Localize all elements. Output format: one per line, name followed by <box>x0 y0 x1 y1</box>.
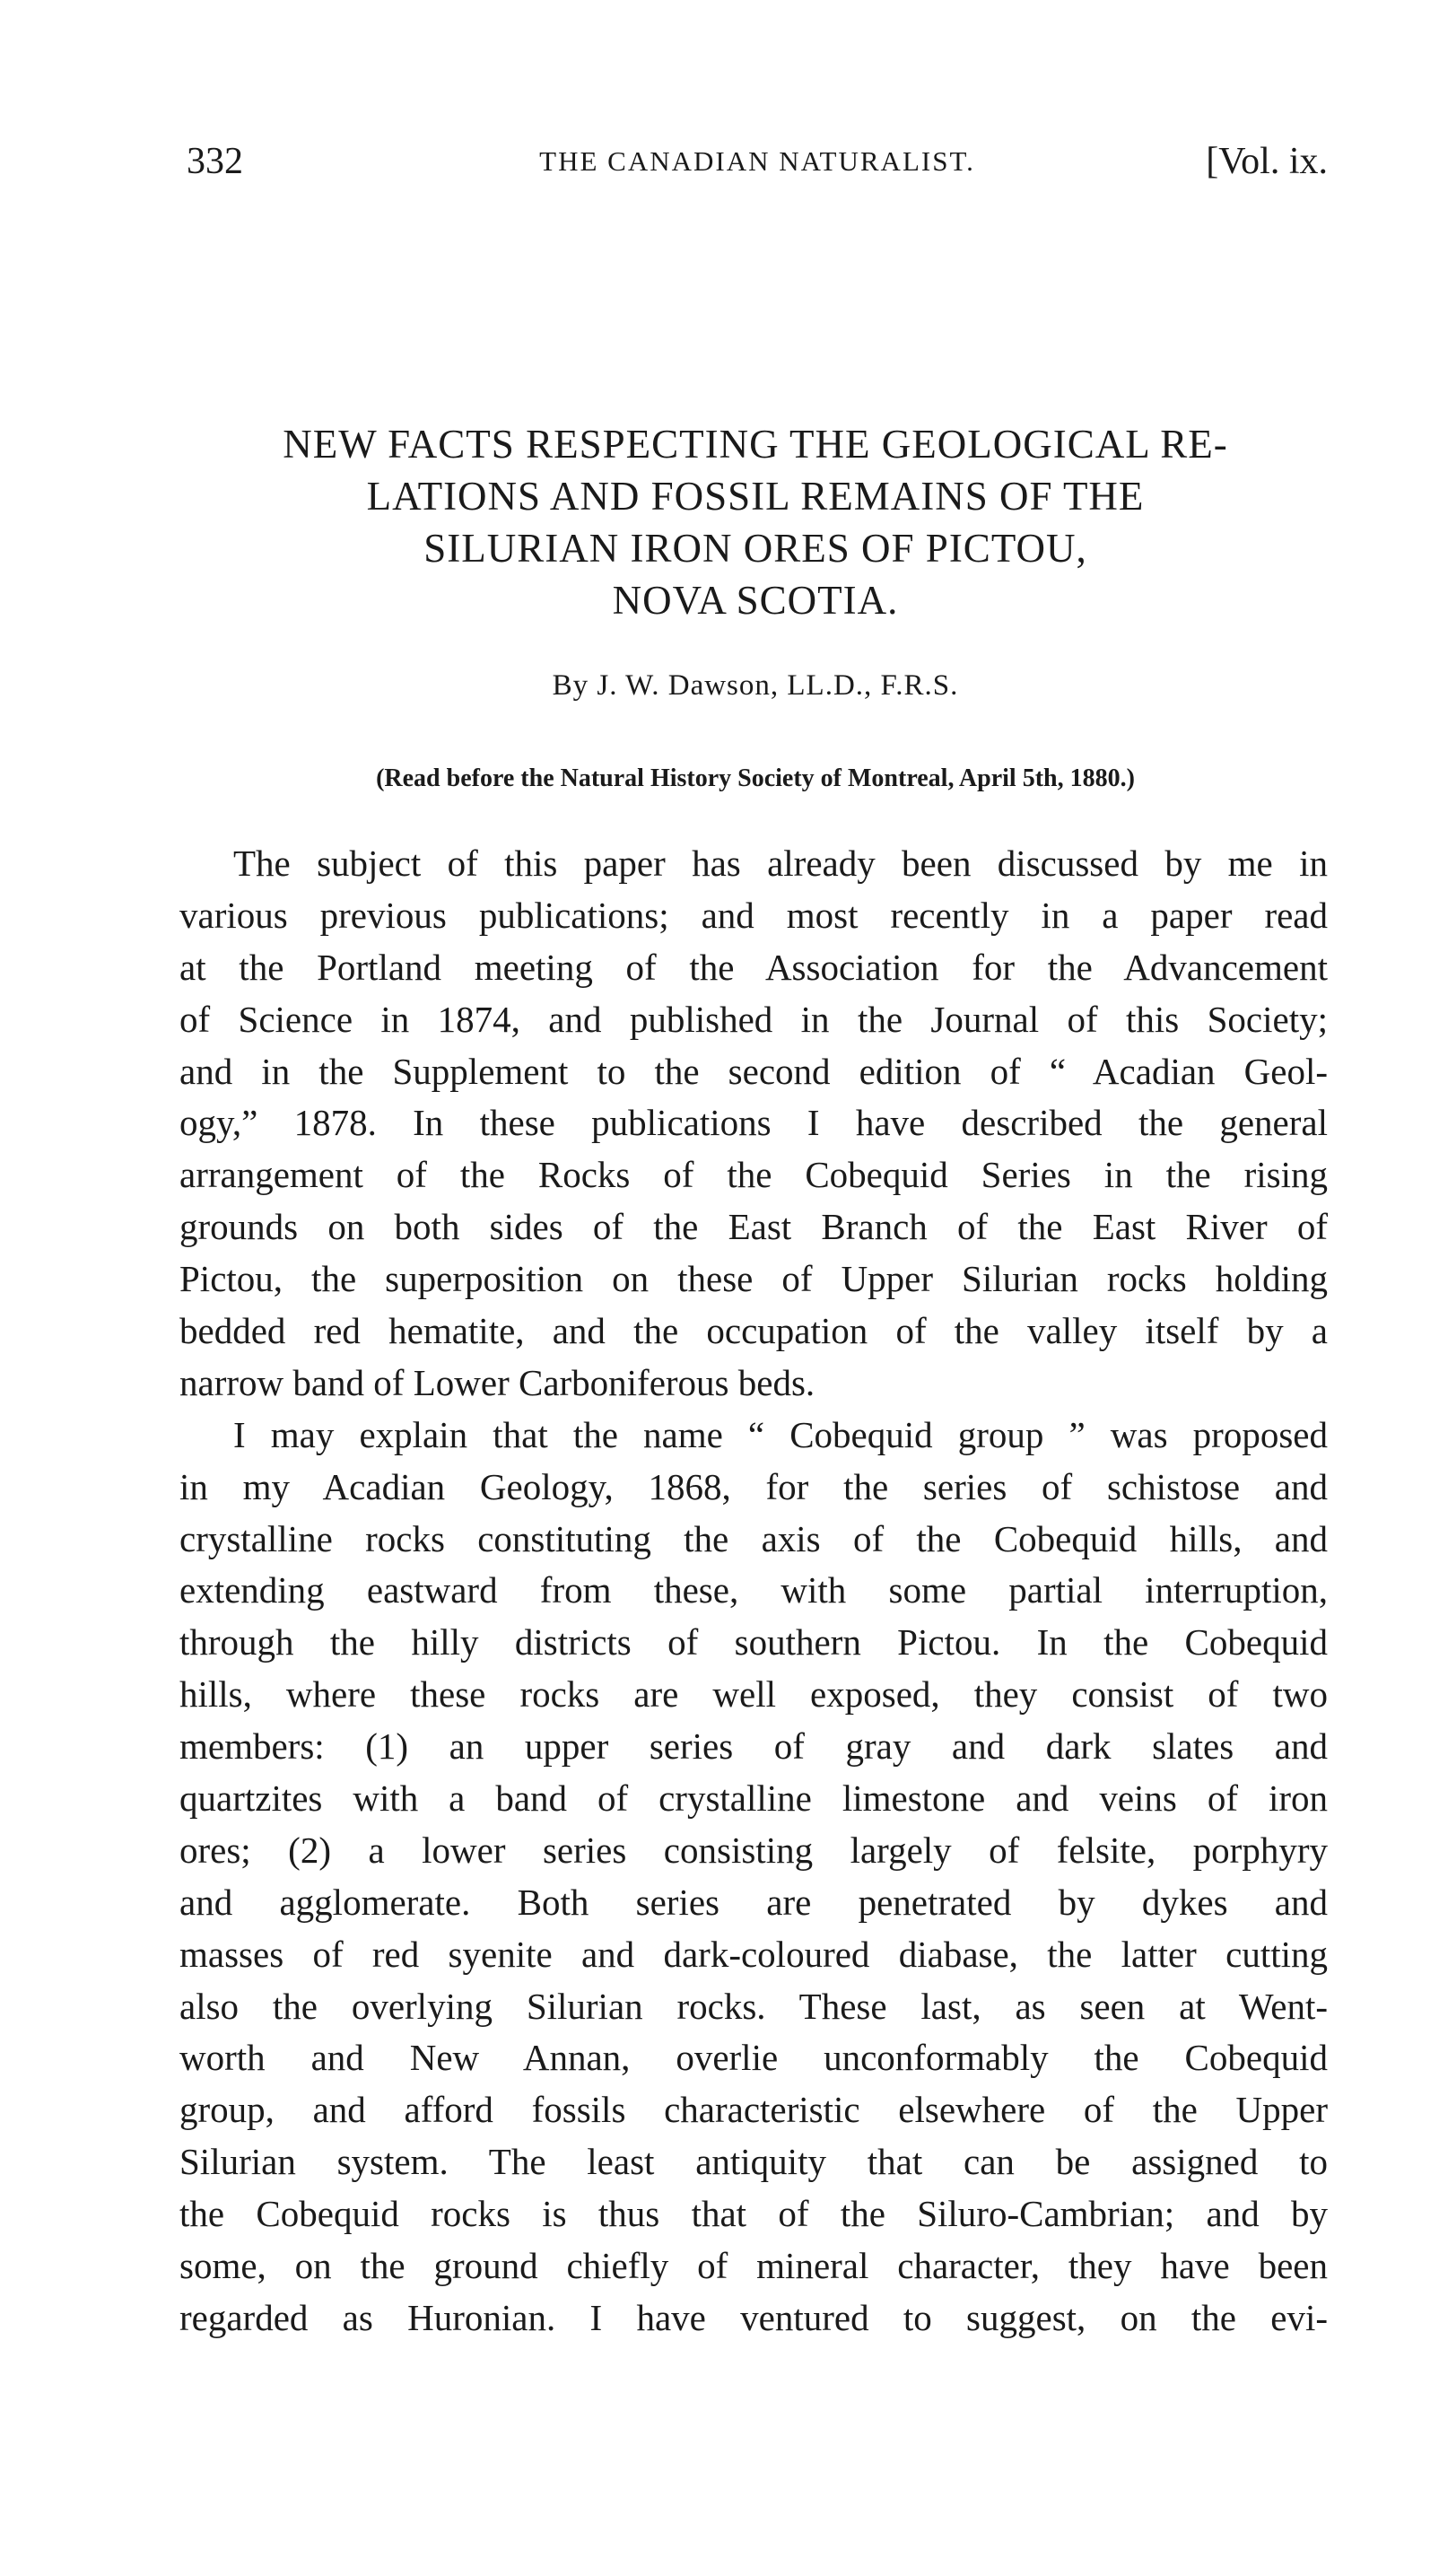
text-line: in my Acadian Geology, 1868, for the series of schistose and <box>179 1465 1328 1507</box>
paragraph-2 <box>179 1410 1328 2345</box>
title-line: SILURIAN IRON ORES OF PICTOU, <box>423 526 1087 571</box>
text-line: and in the Supplement to the second edition of “ Acadian Geol- <box>179 1050 1328 1092</box>
running-header <box>187 135 1328 188</box>
journal-title: THE CANADIAN NATURALIST. <box>539 145 975 177</box>
text-line: I may explain that the name “ Cobequid group ” was proposed <box>233 1413 1328 1455</box>
text-line: hills, where these rocks are well exposed, they consist of two <box>179 1673 1328 1716</box>
paragraph-1 <box>179 838 1328 1410</box>
text-line: and agglomerate. Both series are penetrated by dykes and <box>179 1881 1328 1923</box>
text-line: of Science in 1874, and published in the Journal of this Society; <box>179 998 1328 1040</box>
page-number: 332 <box>187 141 243 182</box>
text-line: arrangement of the Rocks of the Cobequid Series in the rising <box>179 1154 1328 1196</box>
title-line: NEW FACTS RESPECTING THE GEOLOGICAL RE- <box>283 422 1228 467</box>
author-byline: By J. W. Dawson, LL.D., F.R.S. <box>552 669 959 702</box>
text-line: at the Portland meeting of the Association for the Advancement <box>179 946 1328 988</box>
text-line: The subject of this paper has already been discussed by me in <box>233 843 1328 884</box>
text-line: Silurian system. The least antiquity that can be assigned to <box>179 2141 1328 2183</box>
read-note: (Read before the Natural History Society of Montreal, April 5th, 1880.) <box>376 764 1135 792</box>
text-line: quartzites with a band of crystalline limestone and veins of iron <box>179 1777 1328 1820</box>
article-body <box>179 838 1328 2345</box>
text-line: bedded red hematite, and the occupation of the valley itself by a <box>179 1310 1328 1352</box>
text-line: ogy,” 1878. In these publications I have described the general <box>179 1102 1328 1144</box>
text-line: worth and New Annan, overlie unconformably the Cobequid <box>179 2037 1328 2079</box>
text-line: through the hilly districts of southern Pictou. In the Cobequid <box>179 1621 1328 1663</box>
text-line: members: (1) an upper series of gray and dark slates and <box>179 1725 1328 1768</box>
volume-label: [Vol. ix. <box>1206 141 1328 182</box>
text-line: masses of red syenite and dark-coloured diabase, the latter cutting <box>179 1933 1328 1975</box>
text-line: extending eastward from these, with some partial interruption, <box>179 1569 1328 1611</box>
text-line: group, and afford fossils characteristic elsewhere of the Upper <box>179 2089 1328 2131</box>
text-line: ores; (2) a lower series consisting largely of felsite, porphyry <box>179 1829 1328 1871</box>
text-line: various previous publications; and most recently in a paper read <box>179 894 1328 936</box>
text-line: narrow band of Lower Carboniferous beds. <box>179 1361 815 1403</box>
text-line: also the overlying Silurian rocks. These last, as seen at Went- <box>179 1985 1328 2027</box>
title-line: NOVA SCOTIA. <box>612 578 899 623</box>
text-line: grounds on both sides of the East Branch of the East River of <box>179 1206 1328 1248</box>
text-line: the Cobequid rocks is thus that of the Siluro-Cambrian; and by <box>179 2193 1328 2235</box>
article-title <box>179 418 1331 626</box>
text-line: Pictou, the superposition on these of Upper Silurian rocks holding <box>179 1258 1328 1300</box>
title-line: LATIONS AND FOSSIL REMAINS OF THE <box>366 474 1145 519</box>
text-line: regarded as Huronian. I have ventured to suggest, on the evi- <box>179 2296 1328 2338</box>
text-line: some, on the ground chiefly of mineral character, they have been <box>179 2245 1328 2287</box>
text-line: crystalline rocks constituting the axis of the Cobequid hills, and <box>179 1517 1328 1559</box>
